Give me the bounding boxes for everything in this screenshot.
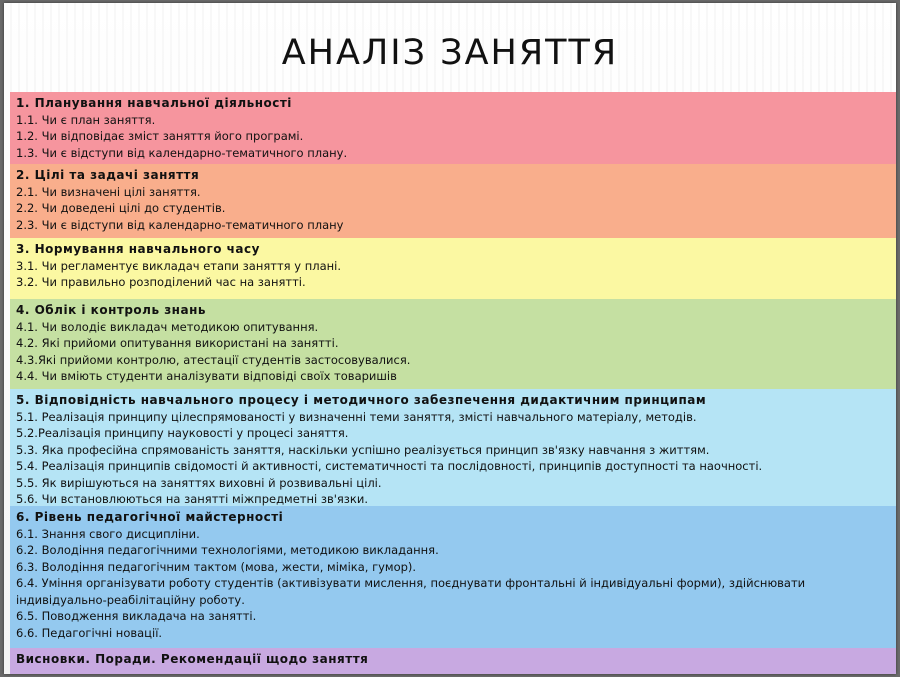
section-heading: 5. Відповідність навчального процесу і методичного забезпечення дидактичним принципам	[16, 393, 707, 407]
list-item: 6.6. Педагогічні новації.	[16, 625, 163, 640]
list-item: 5.4. Реалізація принципів свідомості й активності, систематичності та послідовності, принципів доступності та наочності.	[16, 459, 763, 473]
section-time	[10, 238, 896, 299]
list-item: 4.4. Чи вміють студенти аналізувати відповіді своїх товаришів	[16, 369, 397, 383]
list-item: 5.3. Яка професійна спрямованість заняття, наскільки успішно реалізується принцип зв'язку навчання з життям.	[16, 442, 710, 457]
list-item: 1.3. Чи є відступи від календарно-тематичного плану.	[16, 145, 348, 160]
slide-title: АНАЛІЗ ЗАНЯТТЯ	[281, 33, 619, 73]
section-heading: 3. Нормування навчального часу	[16, 242, 260, 256]
list-item: 6.1. Знання свого дисципліни.	[16, 526, 200, 541]
section-heading: 4. Облік і контроль знань	[16, 303, 206, 317]
section-mastery	[10, 506, 896, 648]
section-principles	[10, 389, 896, 506]
list-item: 5.2.Реалізація принципу науковості у процесі заняття.	[16, 426, 349, 440]
section-heading: 6. Рівень педагогічної майстерності	[16, 510, 284, 524]
section-planning	[10, 92, 896, 164]
list-item: 6.4. Уміння організувати роботу студентів (активізувати мислення, поєднувати фронтальні й індивідуальні форми), здійснювати індивідуально-реабілітаційну роботу.	[16, 576, 806, 607]
section-goals	[10, 164, 896, 238]
list-item: 5.6. Чи встановлюються на занятті міжпредметні зв'язки.	[16, 492, 369, 506]
list-item: 2.2. Чи доведені цілі до студентів.	[16, 201, 226, 215]
list-item: 2.3. Чи є відступи від календарно-тематичного плану	[16, 217, 344, 232]
list-item: 4.1. Чи володіє викладач методикою опитування.	[16, 319, 319, 334]
list-item: 2.1. Чи визначені цілі заняття.	[16, 184, 201, 199]
slide	[4, 3, 896, 674]
list-item: 1.1. Чи є план заняття.	[16, 112, 156, 127]
list-item: 4.2. Які прийоми опитування використані на занятті.	[16, 336, 339, 350]
list-item: 6.2. Володіння педагогічними технологіями, методикою викладання.	[16, 543, 439, 557]
list-item: 4.3.Які прийоми контролю, атестації студентів застосовувалися.	[16, 352, 411, 367]
list-item: 3.2. Чи правильно розподілений час на занятті.	[16, 275, 306, 289]
list-item: 6.5. Поводження викладача на занятті.	[16, 609, 257, 623]
list-item: 5.1. Реалізація принципу цілеспрямованості у визначенні теми заняття, змісті навчального матеріалу, методів.	[16, 409, 697, 424]
section-control	[10, 299, 896, 389]
section-heading: 2. Цілі та задачі заняття	[16, 168, 200, 182]
list-item: 1.2. Чи відповідає зміст заняття його програмі.	[16, 129, 304, 143]
section-conclusions	[10, 648, 896, 674]
section-heading: Висновки. Поради. Рекомендації щодо заняття	[16, 652, 369, 666]
section-heading: 1. Планування навчальної діяльності	[16, 96, 292, 110]
list-item: 3.1. Чи регламентує викладач етапи заняття у плані.	[16, 258, 341, 273]
list-item: 6.3. Володіння педагогічним тактом (мова, жести, міміка, гумор).	[16, 559, 417, 574]
list-item: 5.5. Як вирішуються на заняттях виховні й розвивальні цілі.	[16, 475, 382, 490]
